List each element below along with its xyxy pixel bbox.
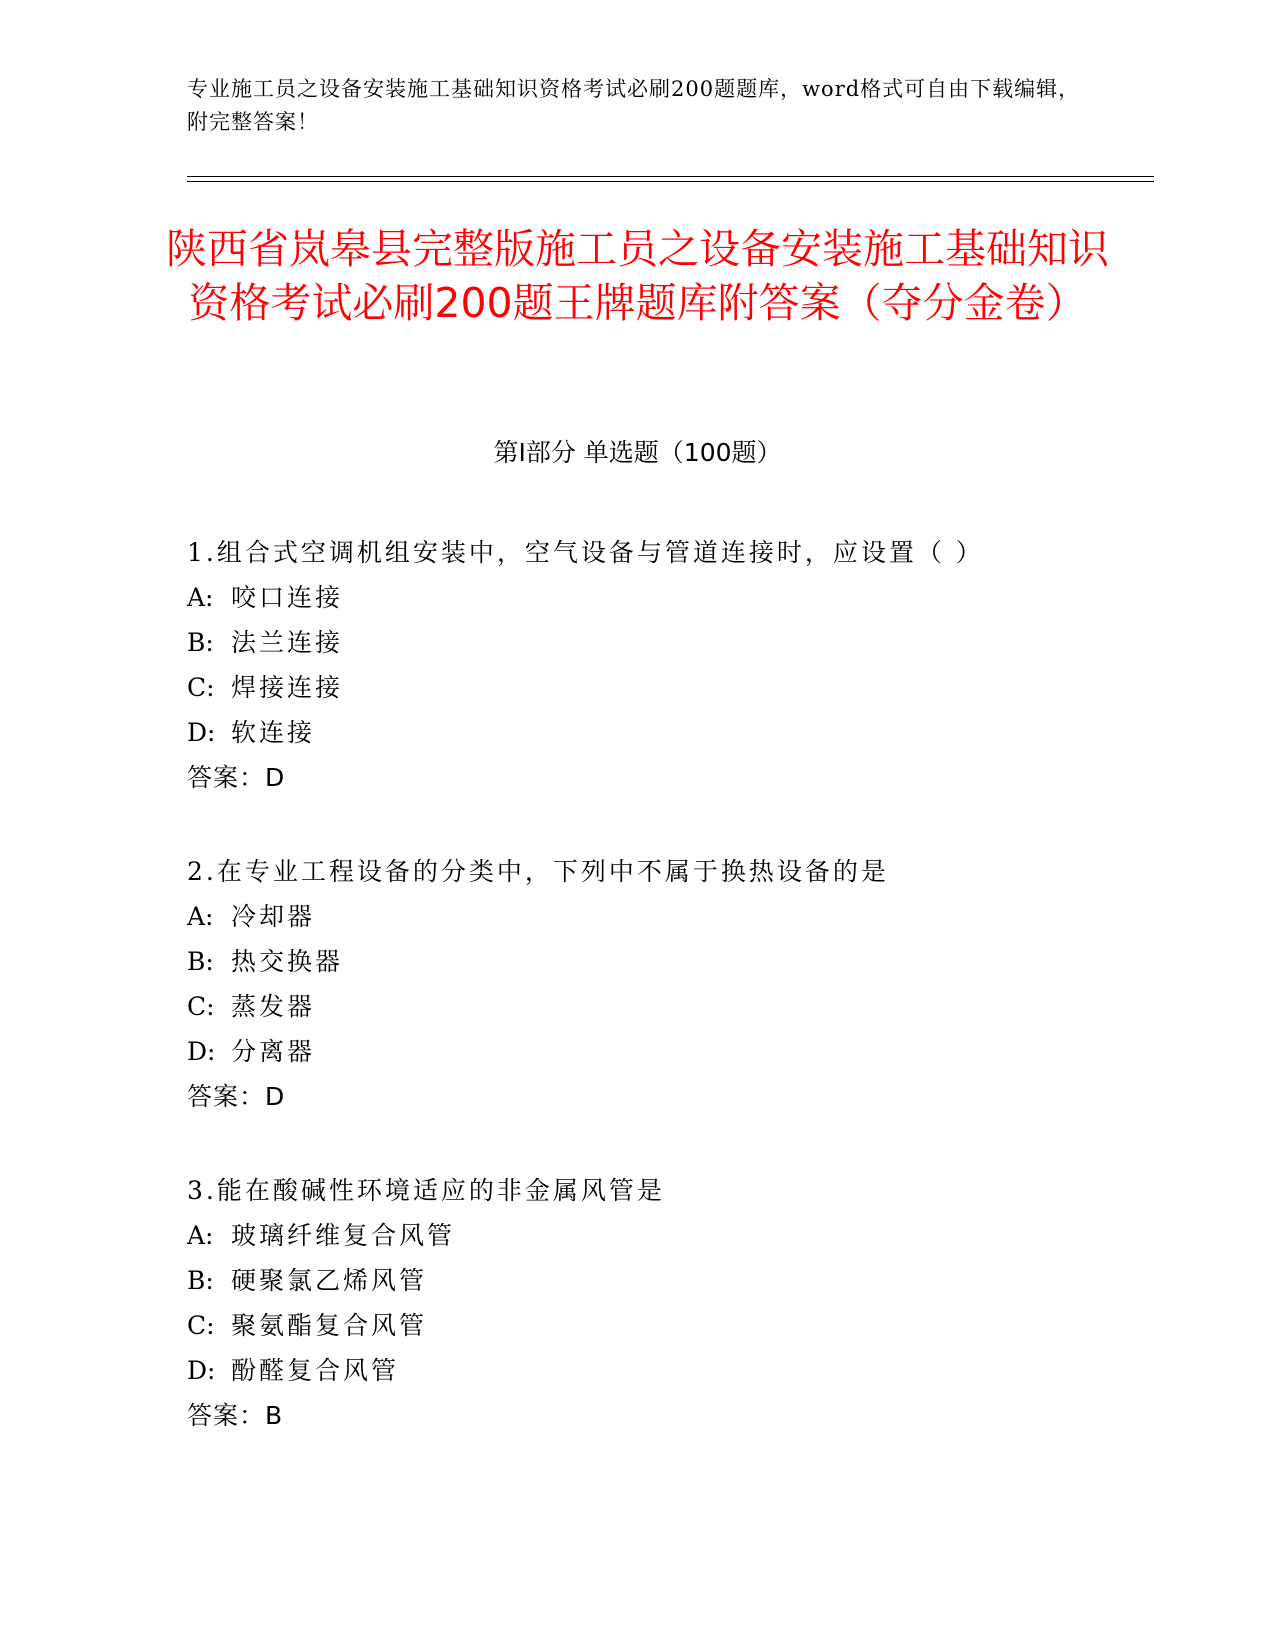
header-divider-top (187, 176, 1154, 177)
question-2 (187, 849, 1147, 1119)
option-a (187, 575, 1147, 620)
question-stem: 1.组合式空调机组安装中，空气设备与管道连接时，应设置（ ） (187, 538, 984, 567)
option-key: B: (187, 947, 214, 976)
option-text: 热交换器 (231, 947, 344, 976)
option-text: 焊接连接 (231, 673, 344, 702)
option-d (187, 710, 1147, 755)
option-a (187, 894, 1147, 939)
option-key: C: (187, 1311, 215, 1340)
option-key: A: (187, 583, 214, 612)
question-stem: 2.在专业工程设备的分类中，下列中不属于换热设备的是 (187, 857, 889, 886)
option-text: 蒸发器 (231, 992, 316, 1021)
section-title: 第Ⅰ部分 单选题（100题） (493, 438, 782, 467)
option-key: A: (187, 902, 214, 931)
option-b (187, 620, 1147, 665)
header-note: 专业施工员之设备安装施工基础知识资格考试必刷200题题库，word格式可自由下载编辑，附完整答案！ (187, 77, 1081, 134)
option-text: 冷却器 (231, 902, 316, 931)
header-divider-bottom (187, 181, 1154, 182)
option-key: B: (187, 628, 214, 657)
option-text: 玻璃纤维复合风管 (231, 1221, 456, 1250)
option-text: 聚氨酯复合风管 (231, 1311, 428, 1340)
option-b (187, 1258, 1147, 1303)
question-1 (187, 530, 1147, 800)
answer-line: 答案：D (187, 1082, 286, 1111)
question-stem: 3.能在酸碱性环境适应的非金属风管是 (187, 1176, 665, 1205)
option-c (187, 984, 1147, 1029)
answer-line: 答案：D (187, 763, 286, 792)
option-key: D: (187, 1037, 216, 1066)
option-a (187, 1213, 1147, 1258)
answer-line: 答案：B (187, 1401, 284, 1430)
option-key: D: (187, 718, 216, 747)
question-3 (187, 1168, 1147, 1438)
option-c (187, 1303, 1147, 1348)
option-d (187, 1348, 1147, 1393)
option-text: 软连接 (231, 718, 316, 747)
option-key: D: (187, 1356, 216, 1385)
option-text: 酚醛复合风管 (231, 1356, 400, 1385)
option-key: A: (187, 1221, 214, 1250)
option-text: 硬聚氯乙烯风管 (231, 1266, 428, 1295)
option-key: C: (187, 673, 215, 702)
option-b (187, 939, 1147, 984)
option-key: C: (187, 992, 215, 1021)
option-text: 分离器 (231, 1037, 316, 1066)
option-key: B: (187, 1266, 214, 1295)
option-text: 咬口连接 (231, 583, 344, 612)
document-title: 陕西省岚皋县完整版施工员之设备安装施工基础知识资格考试必刷200题王牌题库附答案（夺分金卷） (166, 225, 1109, 327)
option-d (187, 1029, 1147, 1074)
option-c (187, 665, 1147, 710)
option-text: 法兰连接 (231, 628, 344, 657)
